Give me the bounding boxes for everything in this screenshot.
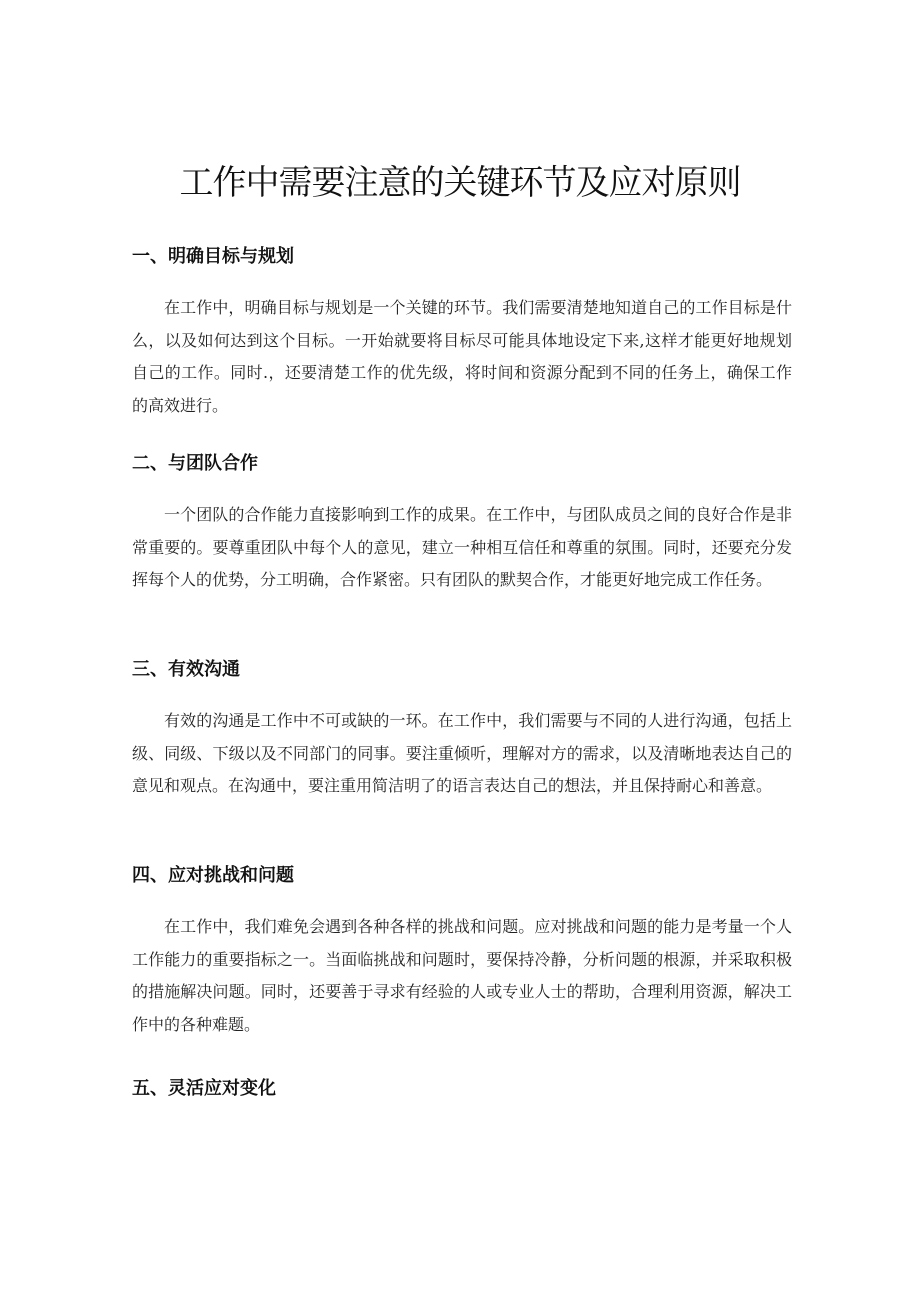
section-heading: 四、应对挑战和问题 — [132, 865, 294, 886]
section-paragraph: 在工作中，我们难免会遇到各种各样的挑战和问题。应对挑战和问题的能力是考量一个人工作能力的重要指标之一。当面临挑战和问题时，要保持冷静，分析问题的根源，并采取积极的措施解决问题。同时，还要善于寻求有经验的人或专业人士的帮助，合理利用资源，解决工作中的各种难题。 — [132, 917, 792, 1034]
section-heading: 一、明确目标与规划 — [132, 246, 294, 267]
section-goals-planning — [132, 244, 792, 422]
section-paragraph: 有效的沟通是工作中不可或缺的一环。在工作中，我们需要与不同的人进行沟通，包括上级、同级、下级以及不同部门的同事。要注重倾听，理解对方的需求，以及清晰地表达自己的意见和观点。在沟通中，要注重用简洁明了的语言表达自己的想法，并且保持耐心和善意。 — [132, 711, 792, 795]
section-adapt-to-change — [132, 1076, 792, 1102]
section-challenges — [132, 863, 792, 1041]
section-heading: 二、与团队合作 — [132, 453, 258, 474]
document-title: 工作中需要注意的关键环节及应对原则 — [179, 163, 741, 203]
section-paragraph: 一个团队的合作能力直接影响到工作的成果。在工作中，与团队成员之间的良好合作是非常重要的。要尊重团队中每个人的意见，建立一种相互信任和尊重的氛围。同时，还要充分发挥每个人的优势，分工明确，合作紧密。只有团队的默契合作，才能更好地完成工作任务。 — [132, 505, 792, 589]
section-teamwork — [132, 451, 792, 597]
section-communication — [132, 657, 792, 803]
section-heading: 三、有效沟通 — [132, 659, 240, 680]
section-heading: 五、灵活应对变化 — [132, 1078, 276, 1099]
section-paragraph: 在工作中，明确目标与规划是一个关键的环节。我们需要清楚地知道自己的工作目标是什么，以及如何达到这个目标。一开始就要将目标尽可能具体地设定下来,这样才能更好地规划自己的工作。同时.，还要清楚工作的优先级，将时间和资源分配到不同的任务上，确保工作的高效进行。 — [132, 298, 792, 415]
